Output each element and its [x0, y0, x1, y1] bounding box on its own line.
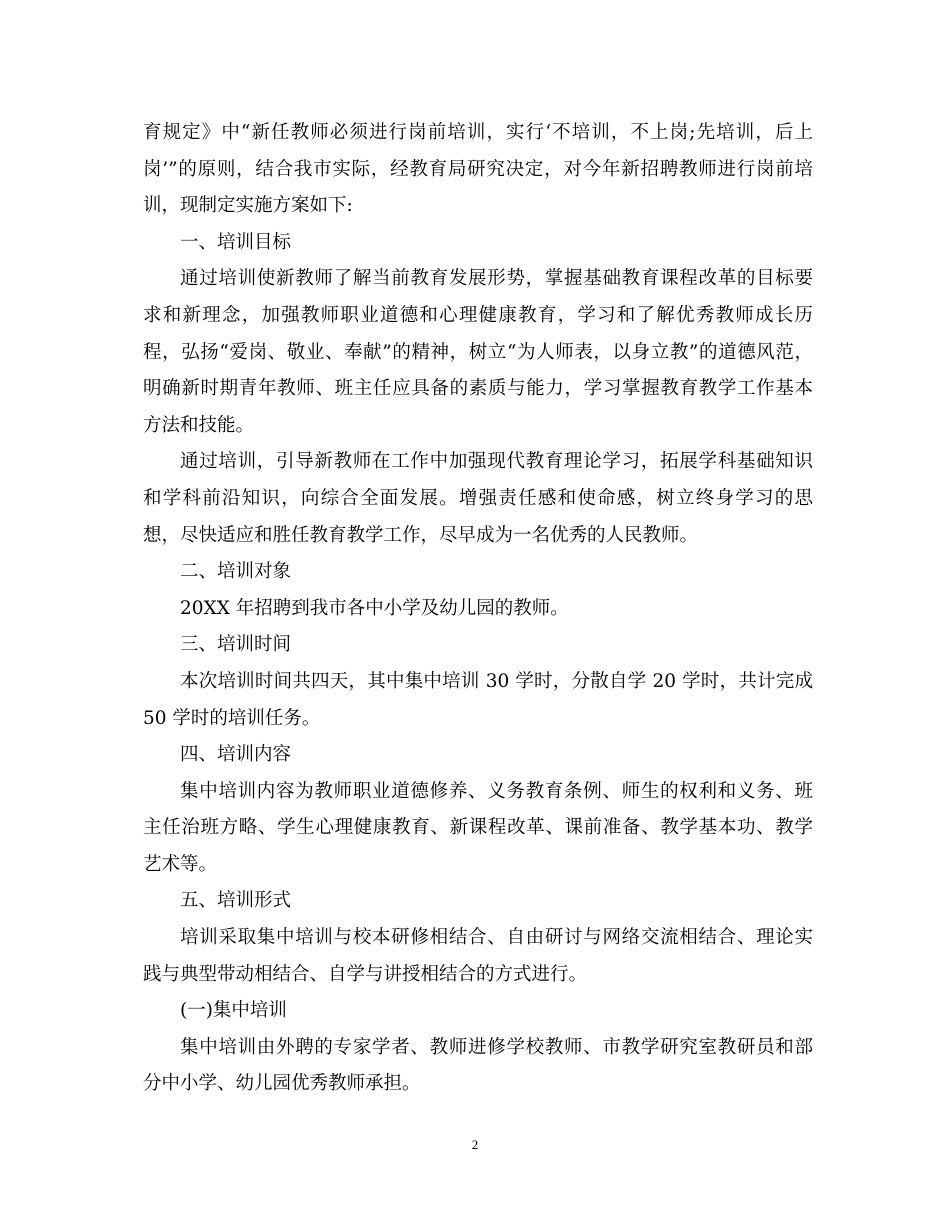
text-line: 求和新理念，加强教师职业道德和心理健康教育，学习和了解优秀教师成长历	[143, 304, 813, 326]
text-line: 五、培训形式	[180, 890, 292, 912]
text-line: 四、培训内容	[180, 744, 292, 766]
text-line: 分中小学、幼儿园优秀教师承担。	[143, 1073, 421, 1095]
text-line: 程，弘扬“爱岗、敬业、奉献”的精神，树立“为人师表，以身立教”的道德风范，	[143, 341, 813, 363]
text-line: 50 学时的培训任务。	[143, 707, 321, 729]
text-line: 一、培训目标	[180, 231, 292, 253]
text-line: 集中培训内容为教师职业道德修养、义务教育条例、师生的权利和义务、班	[180, 780, 813, 802]
text-line: 训，现制定实施方案如下:	[143, 195, 353, 217]
text-line: 三、培训时间	[180, 634, 292, 656]
text-line: 践与典型带动相结合、自学与讲授相结合的方式进行。	[143, 963, 588, 985]
text-line: 通过培训使新教师了解当前教育发展形势，掌握基础教育课程改革的目标要	[180, 268, 813, 290]
text-line: 培训采取集中培训与校本研修相结合、自由研讨与网络交流相结合、理论实	[180, 927, 813, 949]
text-line: 想，尽快适应和胜任教育教学工作，尽早成为一名优秀的人民教师。	[143, 524, 699, 546]
text-line: 明确新时期青年教师、班主任应具备的素质与能力，学习掌握教育教学工作基本	[143, 378, 813, 400]
text-line: 方法和技能。	[143, 414, 255, 436]
text-line: 岗’”的原则，结合我市实际，经教育局研究决定，对今年新招聘教师进行岗前培	[143, 158, 813, 180]
text-line: (一)集中培训	[180, 1000, 287, 1022]
text-line: 育规定》中“新任教师必须进行岗前培训，实行‘不培训，不上岗;先培训，后上	[143, 122, 813, 143]
text-line: 通过培训，引导新教师在工作中加强现代教育理论学习，拓展学科基础知识	[180, 451, 813, 473]
text-line: 和学科前沿知识，向综合全面发展。增强责任感和使命感，树立终身学习的思	[143, 487, 813, 509]
page-number: 2	[471, 1137, 479, 1152]
text-line: 集中培训由外聘的专家学者、教师进修学校教师、市教学研究室教研员和部	[180, 1036, 813, 1058]
text-line: 本次培训时间共四天，其中集中培训 30 学时，分散自学 20 学时，共计完成	[180, 670, 813, 692]
text-line: 艺术等。	[143, 853, 218, 875]
document-body	[143, 115, 813, 1103]
text-line: 二、培训对象	[180, 561, 292, 583]
text-line: 主任治班方略、学生心理健康教育、新课程改革、课前准备、教学基本功、教学	[143, 817, 813, 839]
text-line: 20XX 年招聘到我市各中小学及幼儿园的教师。	[180, 597, 569, 619]
